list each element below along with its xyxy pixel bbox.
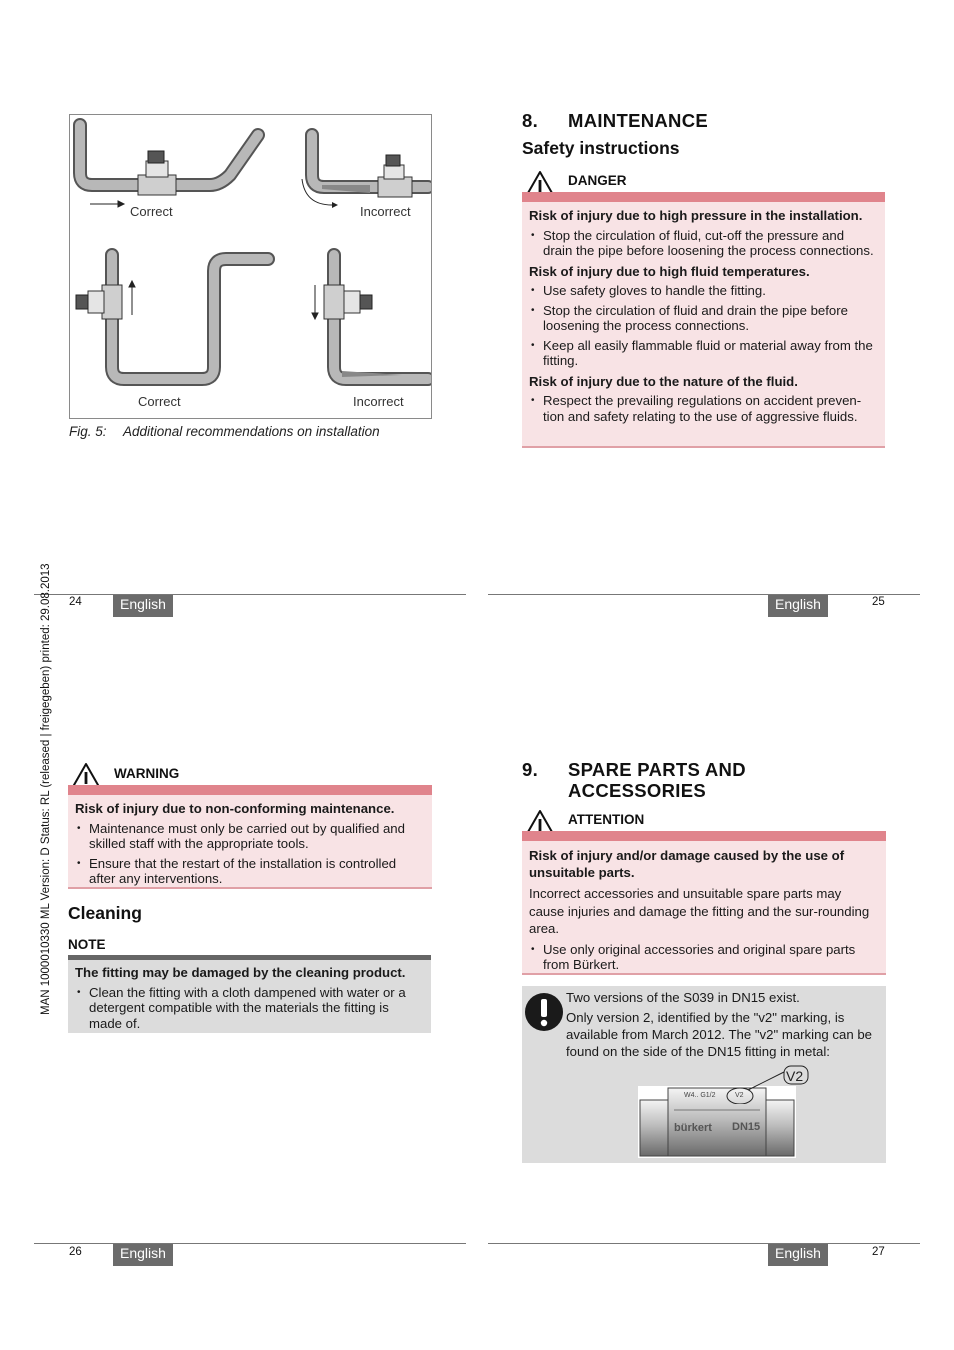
footer-rule-24 [34, 594, 466, 595]
danger-lead-2: Risk of injury due to high fluid temperatures. [529, 263, 810, 279]
warning-bar [68, 785, 432, 795]
document-status-vertical: MAN 1000010330 ML Version: D Status: RL (released | freigegeben) printed: 29.08.2013 [40, 563, 52, 1015]
warning-panel [68, 795, 432, 889]
list-item: • Clean the fitting with a cloth dampened with water or a detergent compatible with the materials the fitting is made of. [75, 985, 423, 1032]
list-item: • Stop the circulation of fluid and drain the pipe before loosening the process connections. [529, 303, 877, 334]
fitting-correct-2 [76, 285, 122, 319]
section-maintenance [522, 110, 708, 132]
attention-body: Incorrect accessories and unsuitable spare parts may cause injuries and damage the fitting and the sur-rounding area. [529, 886, 870, 936]
info-line-2: Only version 2, identified by the "v2" marking, is available from March 2012. The "v2" marking can be found on the side of the DN15 fitting in metal: [566, 1010, 872, 1059]
section-number: 9. [522, 759, 539, 780]
photo-mark-v2: V2 [735, 1092, 744, 1099]
fitting-correct-1 [138, 151, 176, 195]
list-item: • Respect the prevailing regulations on accident preven-tion and safety relating to the use of aggressive fluids. [529, 393, 877, 424]
footer-rule-25 [488, 594, 920, 595]
page-number-25: 25 [872, 596, 885, 608]
installation-diagram [70, 115, 431, 418]
list-item: • Use safety gloves to handle the fitting. [529, 283, 877, 299]
language-tag-24: English [113, 595, 173, 617]
label-correct-top: Correct [130, 204, 173, 219]
note-panel [68, 960, 431, 1033]
figure-caption-number: Fig. 5: [69, 424, 107, 439]
list-item: • Use only original accessories and original spare parts from Bürkert. [529, 942, 878, 973]
attention-list [529, 942, 878, 973]
note-label: NOTE [68, 937, 106, 952]
danger-list-1 [529, 228, 877, 259]
page-number-24: 24 [69, 596, 82, 608]
subsection-safety-instructions: Safety instructions [522, 138, 680, 158]
attention-lead: Risk of injury and/or damage caused by the use of unsuitable parts. [529, 848, 845, 880]
list-item: • Stop the circulation of fluid, cut-off the pressure and drain the pipe before loosening the process connections. [529, 228, 877, 259]
label-correct-bottom: Correct [138, 394, 181, 409]
figure-caption [69, 424, 380, 439]
note-lead: The fitting may be damaged by the cleaning product. [75, 965, 406, 980]
danger-panel [522, 202, 885, 448]
flow-arrow-4 [312, 285, 318, 319]
photo-size: DN15 [732, 1121, 761, 1133]
language-tag-25: English [768, 595, 828, 617]
fitting-incorrect-1 [378, 155, 412, 197]
info-line-1: Two versions of the S039 in DN15 exist. [566, 990, 800, 1005]
warning-label: WARNING [114, 766, 180, 781]
pipe-correct-vertical [112, 255, 268, 379]
section-number: 8. [522, 110, 539, 131]
danger-lead-3: Risk of injury due to the nature of the fluid. [529, 373, 798, 389]
section-spare-parts [522, 759, 746, 801]
label-incorrect-top: Incorrect [360, 204, 411, 219]
v2-callout-label: V2 [786, 1068, 804, 1084]
pipe-incorrect-vertical [334, 255, 428, 379]
section-title-spare-parts [522, 759, 746, 801]
attention-panel [522, 841, 886, 975]
label-incorrect-bottom: Incorrect [353, 394, 404, 409]
figure-caption-text: Additional recommendations on installation [123, 424, 380, 439]
footer-rule-26 [34, 1243, 466, 1244]
danger-lead-1: Risk of injury due to high pressure in the installation. [529, 208, 863, 223]
attention-label: ATTENTION [568, 812, 645, 827]
section-heading: MAINTENANCE [568, 110, 708, 131]
flow-arrow-3 [129, 281, 135, 315]
warning-lead: Risk of injury due to non-conforming maintenance. [75, 801, 395, 816]
list-item: • Keep all easily flammable fluid or material away from the fitting. [529, 338, 877, 369]
danger-list-2 [529, 283, 877, 369]
info-box [522, 986, 886, 1163]
list-item: • Maintenance must only be carried out by qualified and skilled staff with the appropriate tools. [75, 821, 424, 852]
page-number-26: 26 [69, 1246, 82, 1258]
warning-list [75, 821, 424, 887]
list-item: • Ensure that the restart of the installation is controlled after any interventions. [75, 856, 424, 887]
footer-rule-27 [488, 1243, 920, 1244]
exclamation-circle-icon [524, 992, 564, 1032]
section-heading-line1: SPARE PARTS AND [568, 759, 746, 780]
language-tag-27: English [768, 1244, 828, 1266]
fitting-incorrect-2 [324, 285, 372, 319]
photo-mark-left: W4.. G1/2 [684, 1092, 716, 1099]
note-list [75, 985, 423, 1032]
subsection-cleaning: Cleaning [68, 903, 142, 923]
page-number-27: 27 [872, 1246, 885, 1258]
flow-arrow-1 [90, 201, 124, 207]
danger-bar [522, 192, 885, 202]
attention-bar [522, 831, 886, 841]
photo-brand: bürkert [674, 1122, 712, 1134]
language-tag-26: English [113, 1244, 173, 1266]
danger-label: DANGER [568, 173, 627, 188]
installation-figure [69, 114, 432, 419]
danger-list-3 [529, 393, 877, 424]
section-title-maintenance [522, 110, 708, 132]
section-heading-line2: ACCESSORIES [568, 780, 706, 801]
info-text-block [566, 989, 878, 1063]
